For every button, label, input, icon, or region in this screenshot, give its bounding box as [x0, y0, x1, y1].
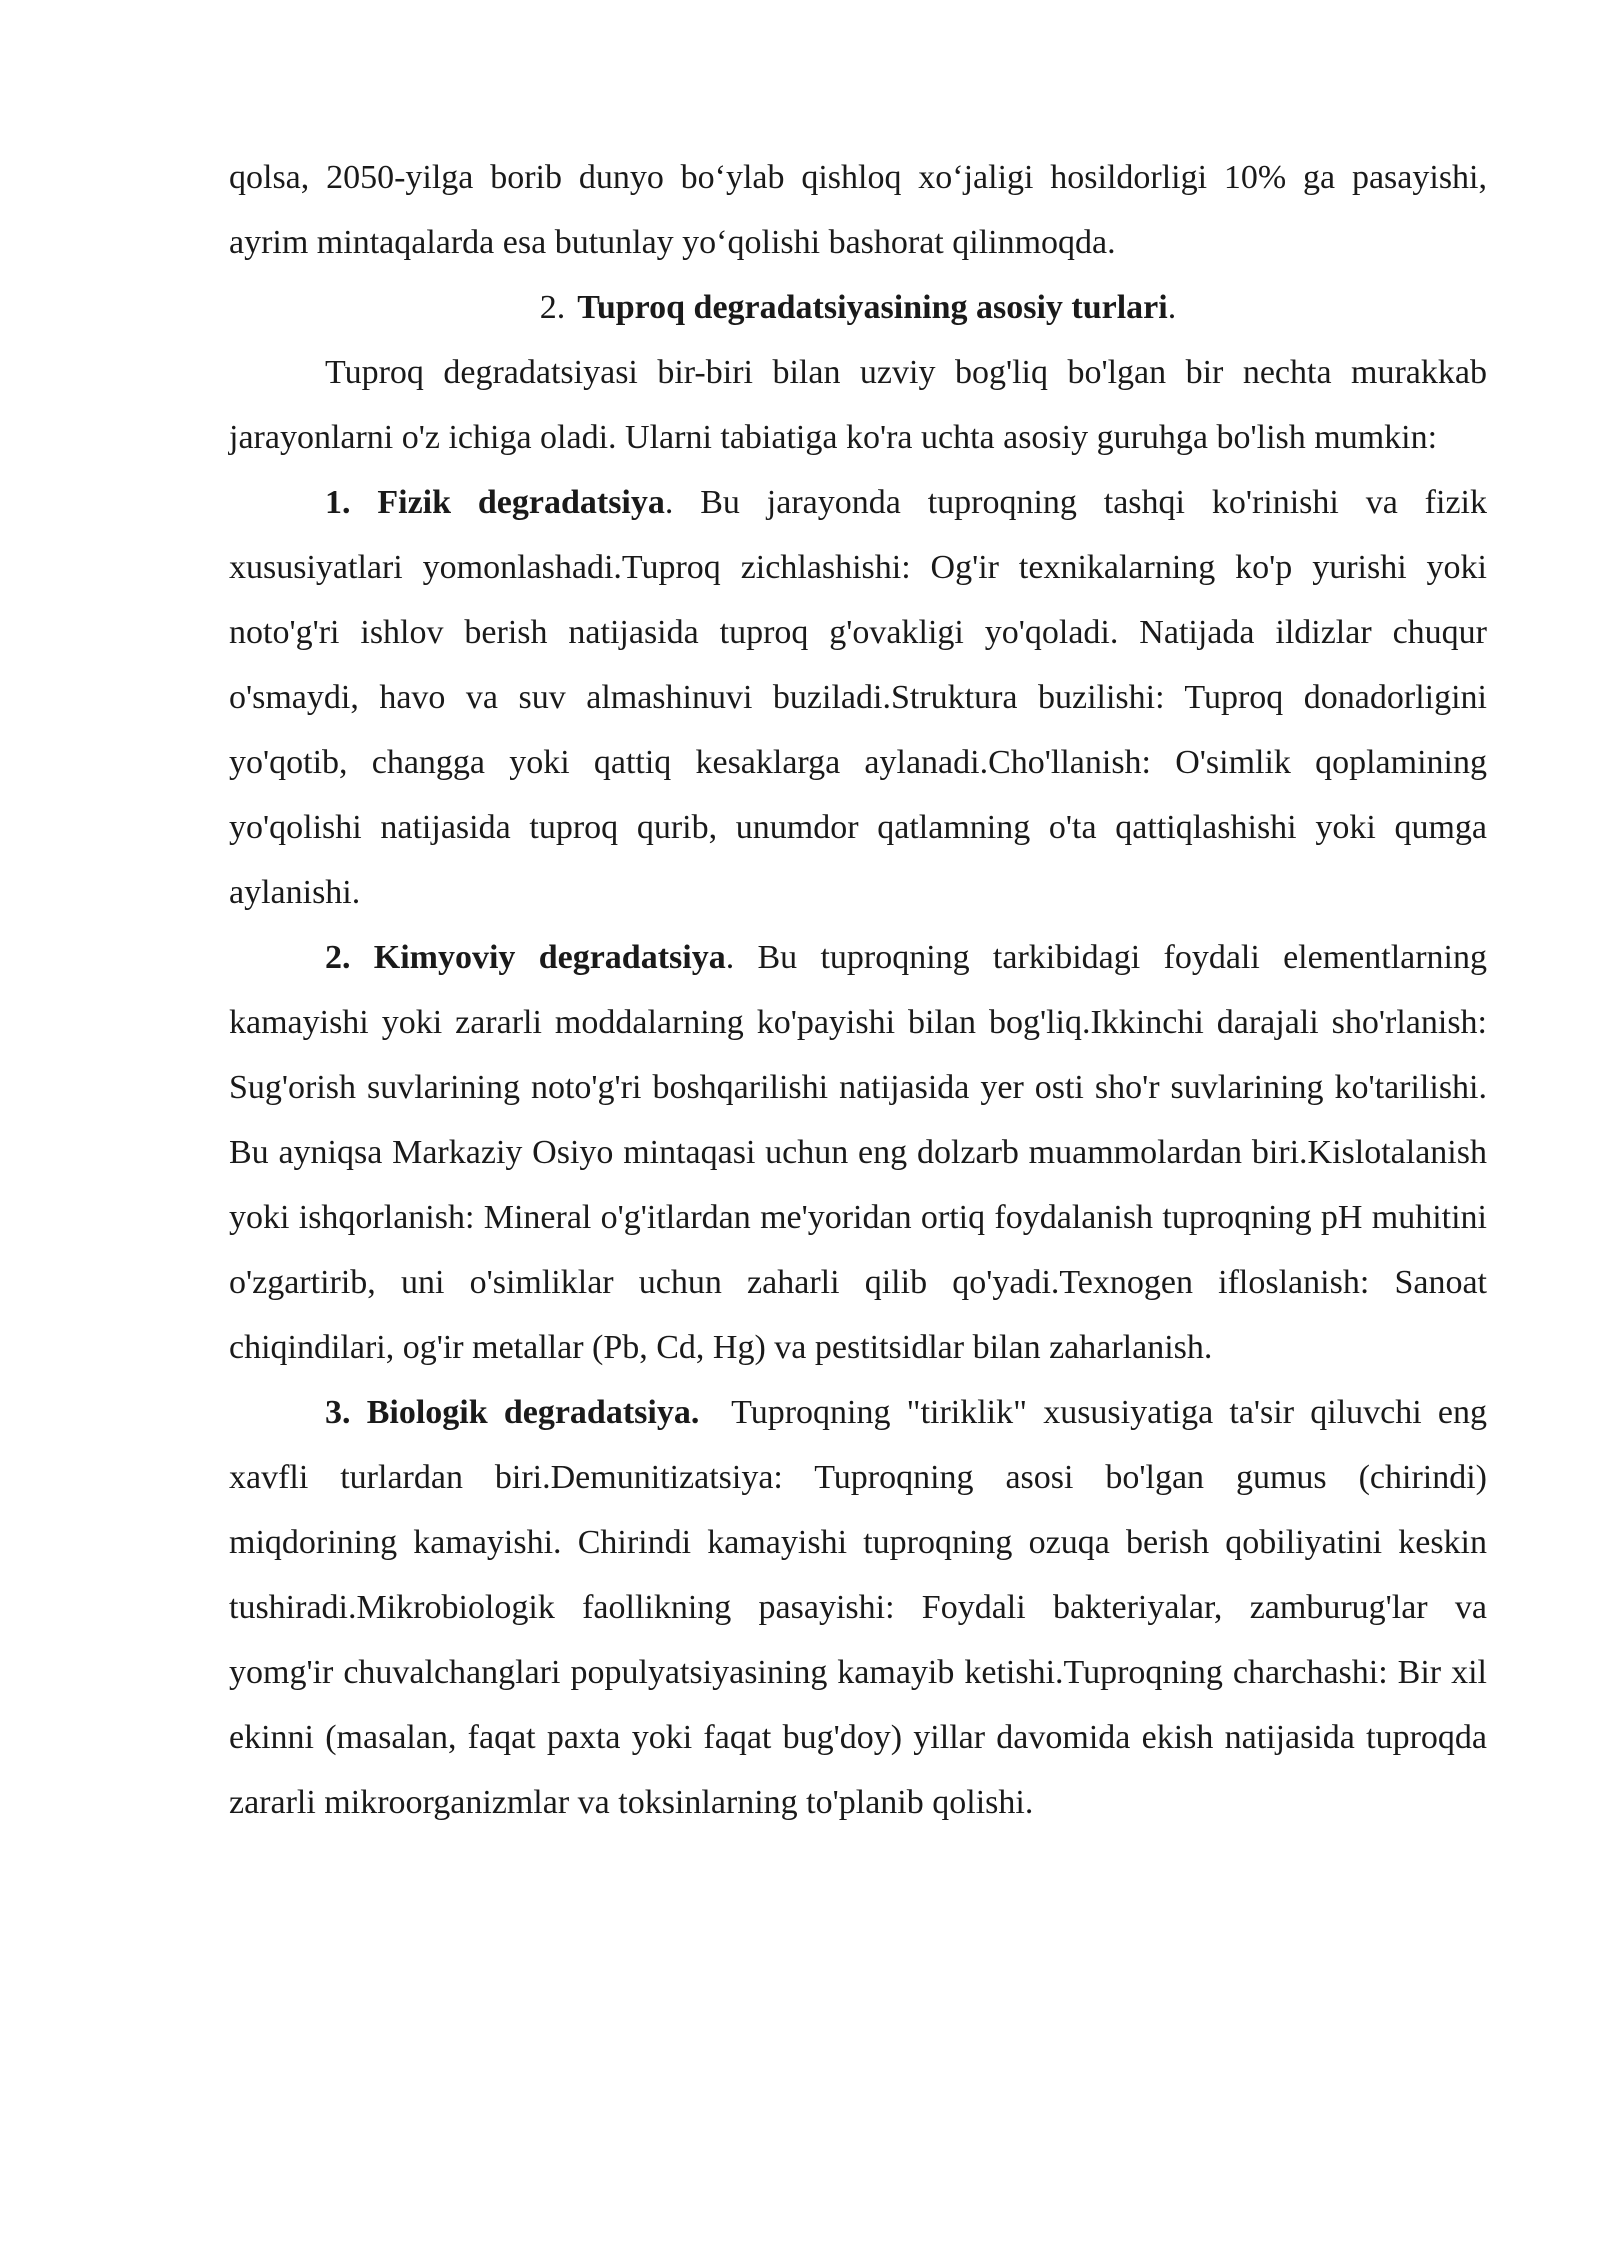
list-item-physical [229, 470, 1487, 925]
item-text: Bu tuproqning tarkibidagi foydali elementlarning kamayishi yoki zararli moddalarning ko'payishi bilan bog'liq.Ikkinchi darajali sho'rlanish: Sug'orish suvlarining noto'g'ri boshqarilishi natijasida yer osti sho'r suvlarining ko'tarilishi. Bu ayniqsa Markaziy Osiyo mintaqasi uchun eng dolzarb muammolardan biri.Kislotalanish yoki ishqorlanish: Mineral o'g'itlardan me'yoridan ortiq foydalanish tuproqning pH muhitini o'zgartirib, uni o'simliklar uchun zaharli qilib qo'yadi.Texnogen ifloslanish: Sanoat chiqindilari, og'ir metallar (Pb, Cd, Hg) va pestitsidlar bilan zaharlanish. [229, 939, 1487, 1366]
item-title: 3. Biologik degradatsiya. [325, 1394, 700, 1431]
section-title-period: . [1167, 289, 1177, 326]
item-title-period: . [725, 939, 735, 976]
list-item-biological [229, 1380, 1496, 1835]
item-text: Bu jarayonda tuproqning tashqi ko'rinishi va fizik xususiyatlari yomonlashadi.Tuproq zichlashishi: Og'ir texnikalarning ko'p yurishi yoki noto'g'ri ishlov berish natijasida tuproq g'ovakligi yo'qoladi. Natijada ildizlar chuqur o'smaydi, havo va suv almashinuvi buziladi.Struktura buzilishi: Tuproq donadorligini yo'qotib, changga yoki qattiq kesaklarga aylanadi.Cho'llanish: O'simlik qoplamining yo'qolishi natijasida tuproq qurib, unumdor qatlamning o'ta qattiqlashishi yoki qumga aylanishi. [229, 484, 1487, 911]
item-title: 2. Kimyoviy degradatsiya [325, 939, 726, 976]
section-title: Tuproq degradatsiyasining asosiy turlari [577, 289, 1168, 326]
paragraph-intro: qolsa, 2050-yilga borib dunyo bo‘ylab qishloq xo‘jaligi hosildorligi 10% ga pasayishi, ayrim mintaqalarda esa butunlay yo‘qolishi bashorat qilinmoqda. [229, 159, 1487, 261]
item-text: Tuproqning "tiriklik" xususiyatiga ta'sir qiluvchi eng xavfli turlardan biri.Demunitizatsiya: Tuproqning asosi bo'lgan gumus (chirindi) miqdorining kamayishi. Chirindi kamayishi tuproqning ozuqa berish qobiliyatini keskin tushiradi.Mikrobiologik faollikning pasayishi: Foydali bakteriyalar, zamburug'lar va yomg'ir chuvalchanglari populyatsiyasining kamayib ketishi.Tuproqning charchashi: Bir xil ekinni (masalan, faqat paxta yoki faqat bug'doy) yillar davomida ekish natijasida tuproqda zararli mikroorganizmlar va toksinlarning to'planib qolishi. [229, 1394, 1496, 1821]
document-page [229, 145, 1496, 1835]
paragraph-overview: Tuproq degradatsiyasi bir-biri bilan uzviy bog'liq bo'lgan bir nechta murakkab jarayonlarni o'z ichiga oladi. Ularni tabiatiga ko'ra uchta asosiy guruhga bo'lish mumkin: [229, 354, 1487, 456]
item-title: 1. Fizik degradatsiya [325, 484, 665, 521]
section-number: 2. [539, 289, 566, 326]
list-item-chemical [229, 925, 1487, 1380]
section-heading [229, 275, 1487, 340]
item-title-period: . [664, 484, 674, 521]
